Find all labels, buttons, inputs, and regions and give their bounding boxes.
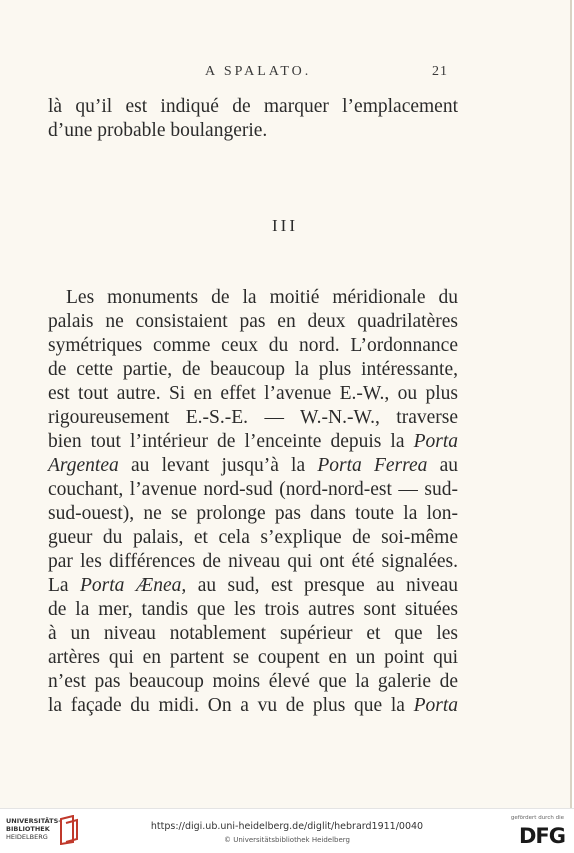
italic-text: Porta	[413, 431, 458, 452]
text-line	[48, 310, 458, 334]
text-line: là qu’il est indiqué de marquer l’emplacement	[48, 96, 458, 117]
footer-bar	[0, 808, 574, 853]
permalink-url[interactable]: https://digi.ub.uni-heidelberg.de/diglit/hebrard1911/0040	[150, 821, 424, 832]
text-run: de la mer, tandis que les trois autres sont situées	[48, 599, 458, 620]
text-line	[48, 454, 458, 478]
paragraph-top	[48, 95, 458, 143]
page-number: 21	[432, 64, 448, 79]
text-line: d’une probable boulangerie.	[48, 120, 268, 141]
text-line	[48, 334, 458, 358]
text-run: symétriques comme ceux du nord. L’ordonnance	[48, 335, 458, 356]
text-run: n’est pas beaucoup moins élevé que la galerie de	[48, 671, 458, 692]
text-run: couchant, l’avenue nord-sud (nord-nord-est — sud-	[48, 479, 458, 500]
text-run: au sud, est presque au niveau	[186, 575, 458, 596]
text-run: artères qui en partent se coupent en un point qui	[48, 647, 458, 668]
copyright-notice: © Universitätsbibliothek Heidelberg	[223, 836, 350, 844]
paragraph-main	[48, 286, 458, 718]
text-run: bien tout l’intérieur de l’enceinte depuis la	[48, 431, 414, 452]
text-run: Les monuments de la moitié méridionale du	[66, 287, 458, 308]
text-run: par les différences de niveau qui ont été signalées.	[48, 551, 458, 572]
text-line	[48, 286, 458, 310]
text-line	[48, 382, 458, 406]
library-name-line: UNIVERSITÄTS-	[6, 817, 61, 825]
text-line	[48, 670, 458, 694]
text-line	[48, 646, 458, 670]
section-number: III	[272, 216, 298, 235]
text-run: de cette partie, de beaucoup la plus intéressante,	[48, 359, 458, 380]
text-run: rigoureusement E.-S.-E. — W.-N.-W., traverse	[48, 407, 458, 428]
text-run: au	[427, 455, 459, 476]
text-line	[48, 694, 458, 718]
text-run: la façade du midi. On a vu de plus que la	[48, 695, 414, 716]
text-run: La	[48, 575, 81, 596]
text-line	[48, 550, 458, 574]
italic-text: Argentea	[48, 455, 119, 476]
text-run: est tout autre. Si en effet l’avenue E.-W., ou plus	[48, 383, 458, 404]
text-line	[48, 598, 458, 622]
italic-text: Porta Ferrea	[317, 455, 428, 476]
text-line	[48, 478, 458, 502]
running-title: A SPALATO.	[205, 64, 312, 79]
text-run: à un niveau notablement supérieur et que les	[48, 623, 458, 644]
text-line	[48, 526, 458, 550]
text-run: gueur du palais, et cela s’explique de soi-même	[48, 527, 458, 548]
funding-label: gefördert durch die	[510, 815, 564, 821]
text-run: palais ne consistaient pas en deux quadrilatères	[48, 311, 458, 332]
text-line	[48, 622, 458, 646]
text-line	[48, 406, 458, 430]
italic-text: Porta Ænea,	[80, 575, 187, 596]
italic-text: Porta	[413, 695, 458, 716]
text-line	[48, 430, 458, 454]
library-name-line: BIBLIOTHEK	[6, 825, 50, 833]
text-line	[48, 574, 458, 598]
library-name-line: HEIDELBERG	[6, 833, 48, 841]
text-line	[48, 358, 458, 382]
text-run: au levant jusqu’à la	[118, 455, 318, 476]
dfg-logo[interactable]: DFG	[518, 824, 565, 848]
text-line	[48, 502, 458, 526]
text-run: sud-ouest), ne se prolonge pas dans toute la lon-	[48, 503, 458, 524]
